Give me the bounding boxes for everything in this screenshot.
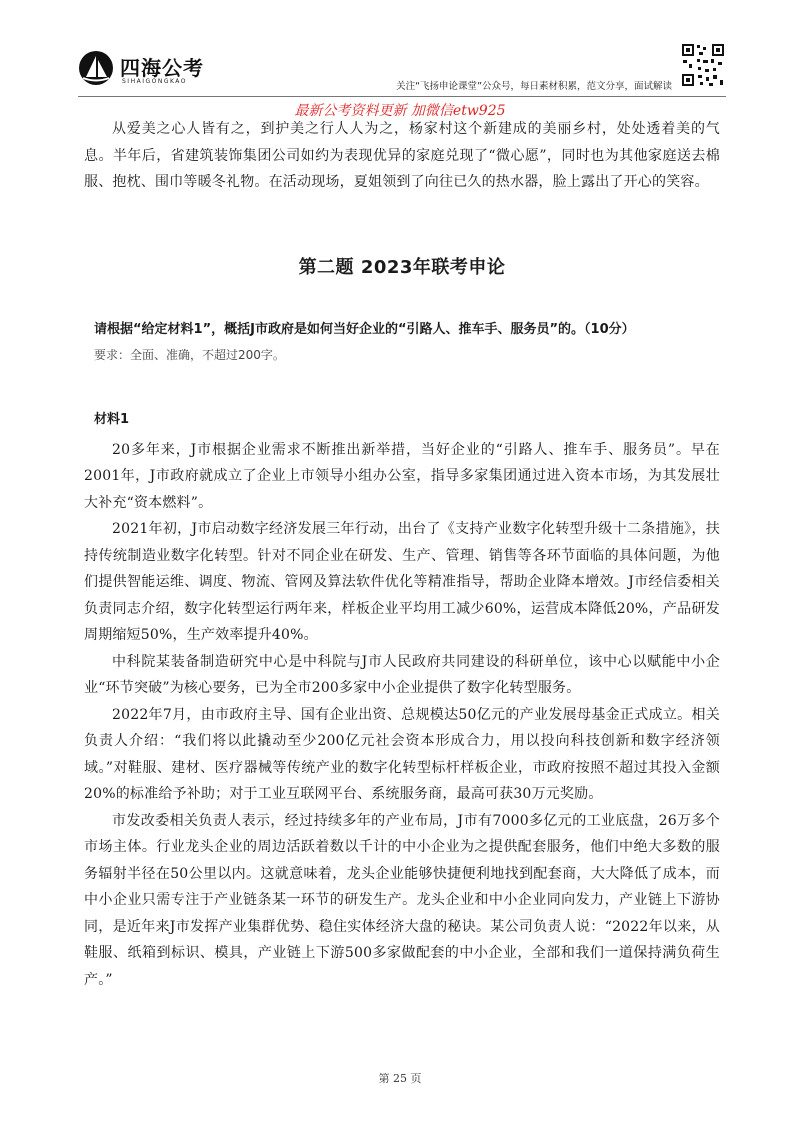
page-number: 第 25 页 (378, 1072, 422, 1085)
material-paragraph: 中科院某装备制造研究中心是中科院与J市人民政府共同建设的科研单位，该中心以赋能中小企业“环节突破”为核心要务，已为全市200多家中小企业提供了数字化转型服务。 (84, 653, 720, 696)
header-note: 关注“飞扬申论课堂”公众号，每日素材积累，范文分享，面试解读 (396, 81, 672, 92)
qr-code-icon (680, 42, 726, 88)
question-text: 请根据“给定材料1”，概括J市政府是如何当好企业的“引路人、推车手、服务员”的。（10分） (94, 321, 635, 337)
requirement-text: 要求：全面、准确，不超过200字。 (94, 347, 285, 362)
intro-paragraph: 从爱美之心人皆有之，到护美之行人人为之，杨家村这个新建成的美丽乡村，处处透着美的气息。半年后，省建筑装饰集团公司如约为表现优异的家庭兑现了“微心愿”，同时也为其他家庭送去棉服、抱枕、围巾等暖冬礼物。在活动现场，夏姐领到了向往已久的热水器，脸上露出了开心的笑容。 (84, 121, 720, 190)
header-divider (78, 96, 726, 97)
material-paragraph: 2021年初，J市启动数字经济发展三年行动，出台了《支持产业数字化转型升级十二条措施》，扶持传统制造业数字化转型。针对不同企业在研发、生产、管理、销售等各环节面临的具体问题，为他们提供智能运维、调度、物流、管网及算法软件优化等精准指导，帮助企业降本增效。J市经信委相关负责同志介绍，数字化转型运行两年来，样板企业平均用工减少60%，运营成本降低20%，产品研发周期缩短50%，生产效率提升40%。 (84, 521, 720, 643)
sihai-logo-icon (78, 50, 114, 86)
page-header (78, 40, 726, 96)
logo-subtext: SIHAIGONGKAO (122, 78, 188, 85)
document-body (84, 116, 720, 993)
material-paragraph: 20多年来，J市根据企业需求不断推出新举措，当好企业的“引路人、推车手、服务员”。早在2001年，J市政府就成立了企业上市领导小组办公室，指导多家集团通过进入资本市场，为其发展壮大补充“资本燃料”。 (84, 441, 720, 511)
material-paragraph: 2022年7月，由市政府主导、国有企业出资、总规模达50亿元的产业发展母基金正式成立。相关负责人介绍：“我们将以此撬动至少200亿元社会资本形成合力，用以投向科技创新和数字经济领域。”对鞋服、建材、医疗器械等传统产业的数字化转型标杆样板企业，市政府按照不超过其投入金额20%的标准给予补助；对于工业互联网平台、系统服务商，最高可获30万元奖励。 (84, 706, 720, 802)
logo-text: 四海公考 (120, 56, 204, 80)
section-title: 第二题 2023年联考申论 (298, 256, 506, 278)
promo-watermark: 最新公考资料更新 加微信etw925 (294, 103, 506, 119)
material-paragraph: 市发改委相关负责人表示，经过持续多年的产业布局，J市有7000多亿元的工业底盘，26万多个市场主体。行业龙头企业的周边活跃着数以千计的中小企业为之提供配套服务，他们中绝大多数的服务辐射半径在50公里以内。这就意味着，龙头企业能够快捷便利地找到配套商，大大降低了成本，而中小企业只需专注于产业链条某一环节的研发生产。龙头企业和中小企业同向发力，产业链上下游协同，是近年来J市发挥产业集群优势、稳住实体经济大盘的秘诀。某公司负责人说：“2022年以来，从鞋服、纸箱到标识、模具，产业链上下游500多家做配套的中小企业，全部和我们一道保持满负荷生产。” (84, 812, 720, 988)
material-label: 材料1 (94, 411, 130, 427)
